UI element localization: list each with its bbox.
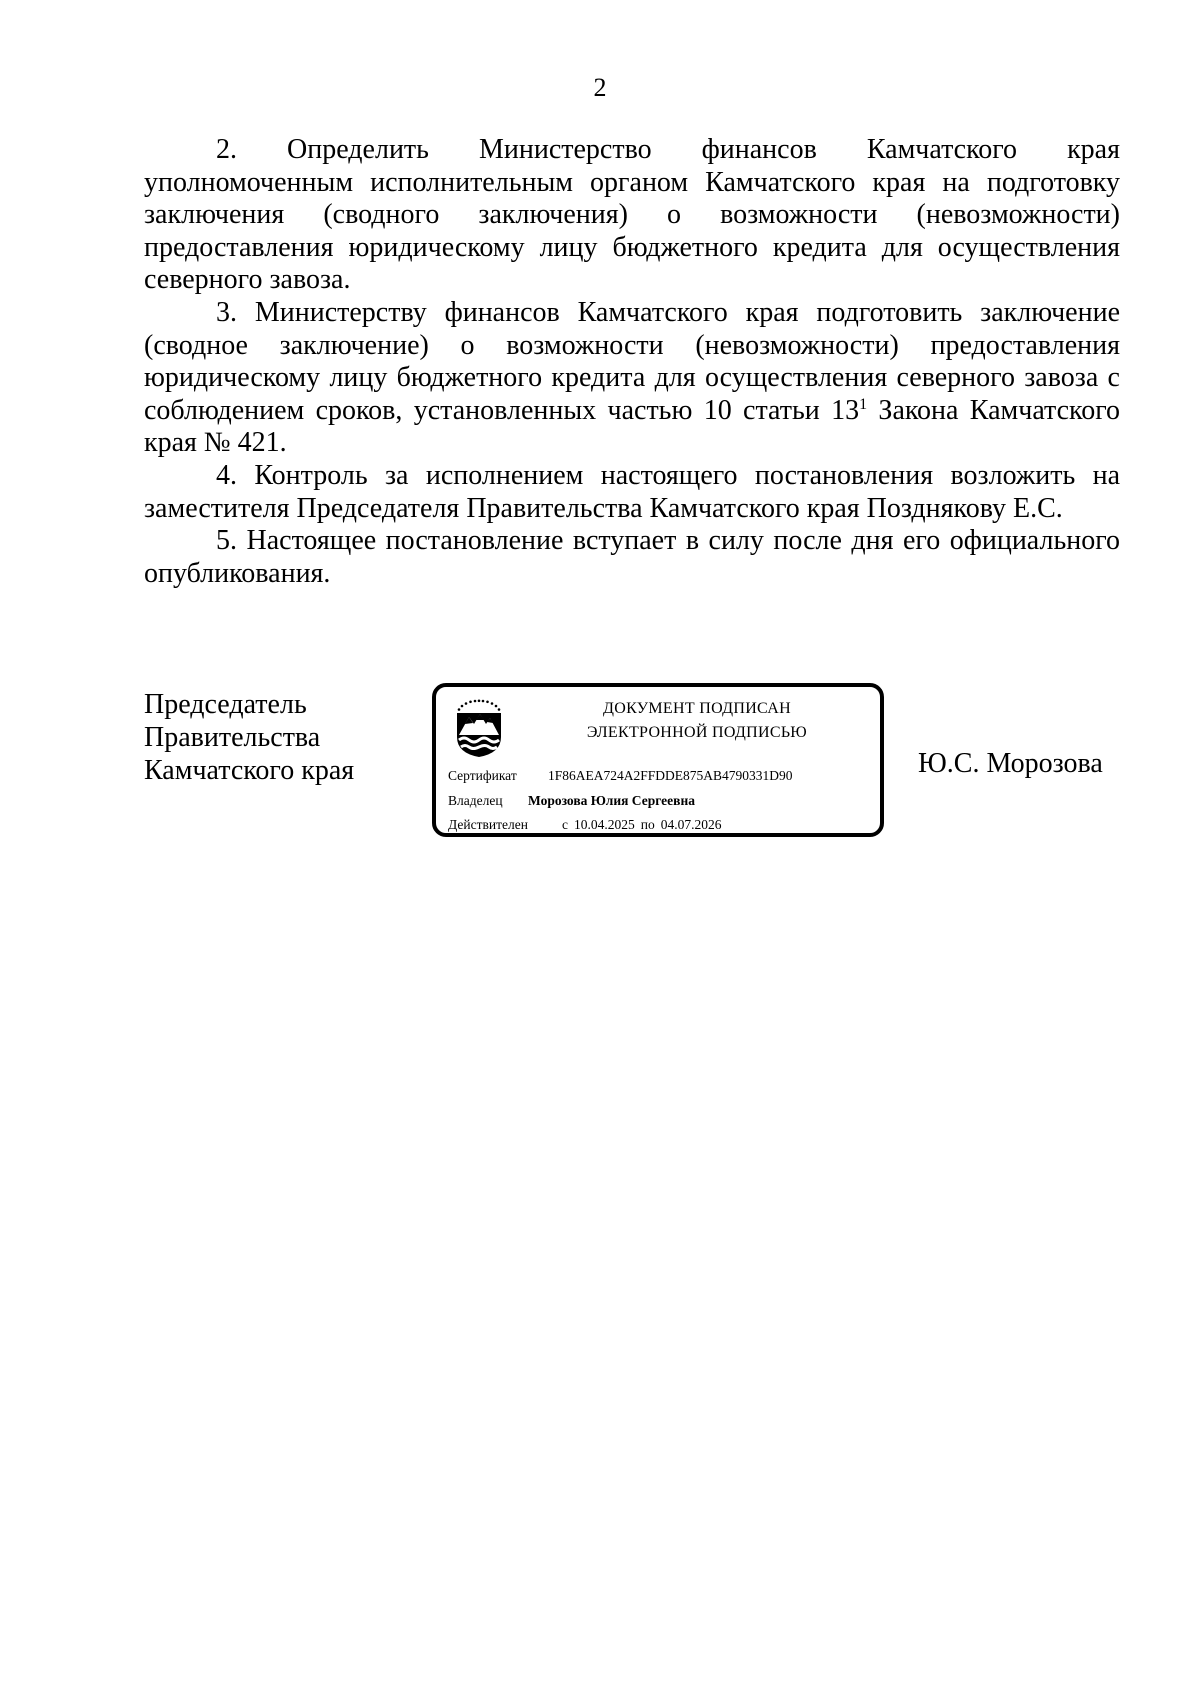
paragraph-5: 5. Настоящее постановление вступает в силу после дня его официального опубликования. bbox=[144, 525, 1120, 589]
signer-name: Ю.С. Морозова bbox=[918, 748, 1103, 779]
signer-position-line: Камчатского края bbox=[144, 755, 355, 786]
valid-to-date: 04.07.2026 bbox=[660, 817, 722, 832]
stamp-heading-line: ДОКУМЕНТ ПОДПИСАН bbox=[603, 700, 791, 717]
certificate-label: Сертификат bbox=[448, 768, 517, 783]
certificate-value: 1F86AEA724A2FFDDE875AB4790331D90 bbox=[548, 768, 793, 783]
certificate-row bbox=[448, 767, 793, 785]
paragraph-3-text: 3. Министерству финансов Камчатского края подготовить заключение (сводное заключение) о возможности (невозможности) предоставления юридическому лицу бюджетного кредита для осуществления северного завоза с соблюдением сроков, установленных частью 10 статьи 13 bbox=[144, 296, 1120, 426]
document-body bbox=[144, 134, 1120, 590]
paragraph-2: 2. Определить Министерство финансов Камчатского края уполномоченным исполнительным органом Камчатского края на подготовку заключения (сводного заключения) о возможности (невозможности) предоставления юридическому лицу бюджетного кредита для осуществления северного завоза. bbox=[144, 134, 1120, 296]
page-number: 2 bbox=[593, 73, 607, 102]
valid-from-date: 10.04.2025 bbox=[574, 817, 635, 832]
valid-from-prefix: с bbox=[562, 817, 568, 832]
owner-row bbox=[448, 792, 695, 810]
kamchatka-coat-of-arms-icon bbox=[450, 697, 508, 759]
validity-label: Действителен bbox=[448, 817, 528, 832]
superscript-marker: 1 bbox=[859, 395, 868, 413]
stamp-heading-line: ЭЛЕКТРОННОЙ ПОДПИСЬЮ bbox=[586, 724, 808, 741]
paragraph-4: 4. Контроль за исполнением настоящего постановления возложить на заместителя Председателя Правительства Камчатского края Позднякову Е.С. bbox=[144, 459, 1120, 524]
valid-to-prefix: по bbox=[640, 817, 655, 832]
paragraph-3 bbox=[144, 297, 1120, 460]
owner-value: Морозова Юлия Сергеевна bbox=[528, 793, 695, 808]
owner-label: Владелец bbox=[448, 793, 503, 808]
validity-row bbox=[448, 816, 721, 834]
signer-position-line: Председатель bbox=[144, 689, 307, 720]
signer-position-line: Правительства bbox=[144, 722, 321, 753]
stamp-heading bbox=[536, 697, 858, 745]
electronic-signature-stamp bbox=[432, 683, 884, 837]
paragraph-3-text-end: Закона Камчатского края № 421. bbox=[144, 394, 1121, 459]
signer-position bbox=[144, 688, 354, 787]
